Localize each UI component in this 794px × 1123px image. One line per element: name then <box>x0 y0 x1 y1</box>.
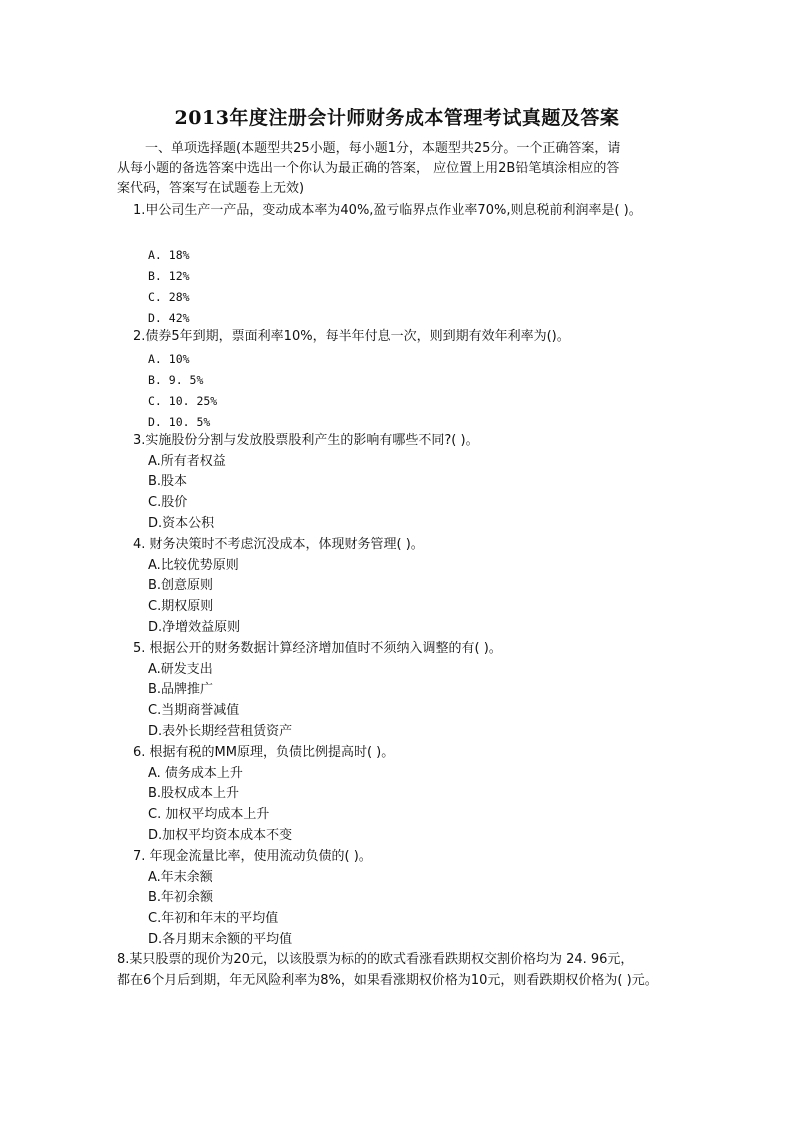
question-5-option-a: A.研发支出 <box>148 662 213 677</box>
question-3-option-c: C.股价 <box>148 495 188 510</box>
question-2-option-b: B. 9. 5% <box>148 373 204 387</box>
question-4-option-b: B.创意原则 <box>148 578 214 593</box>
question-2-option-d: D. 10. 5% <box>148 415 211 429</box>
question-6-option-b: B.股权成本上升 <box>148 786 240 801</box>
question-1-option-d: D. 42% <box>148 311 190 325</box>
question-7-option-a: A.年末余额 <box>148 870 213 885</box>
question-5-option-b: B.品牌推广 <box>148 682 214 697</box>
question-7-stem: 7. 年现金流量比率，使用流动负债的( )。 <box>133 849 372 864</box>
question-8-line-2: 都在6个月后到期，年无风险利率为8%，如果看涨期权价格为10元，则看跌期权价格为( )元。 <box>117 973 658 988</box>
question-6-stem: 6. 根据有税的MM原理，负债比例提高时( )。 <box>133 745 395 760</box>
question-1-option-b: B. 12% <box>148 269 190 283</box>
question-4-option-a: A.比较优势原则 <box>148 558 239 573</box>
question-7-option-d: D.各月期末余额的平均值 <box>148 932 293 947</box>
question-3-stem: 3.实施股份分割与发放股票股利产生的影响有哪些不同?( )。 <box>133 433 479 448</box>
question-3-option-b: B.股本 <box>148 474 188 489</box>
page-title: 2013年度注册会计师财务成本管理考试真题及答案 <box>174 107 620 129</box>
question-4-option-d: D.净增效益原则 <box>148 620 241 635</box>
question-6-option-c: C. 加权平均成本上升 <box>148 807 270 822</box>
question-4-stem: 4. 财务决策时不考虑沉没成本，体现财务管理( )。 <box>133 537 424 552</box>
question-3-option-d: D.资本公积 <box>148 516 215 531</box>
question-5-option-d: D.表外长期经营租赁资产 <box>148 724 293 739</box>
question-7-option-b: B.年初余额 <box>148 890 214 905</box>
question-2-option-a: A. 10% <box>148 352 190 366</box>
question-1-option-c: C. 28% <box>148 290 190 304</box>
question-6-option-a: A. 债务成本上升 <box>148 766 243 781</box>
question-1-stem: 1.甲公司生产一产品，变动成本率为40%,盈亏临界点作业率70%,则息税前利润率是( )。 <box>133 203 642 218</box>
intro-line-2: 从每小题的备选答案中选出一个你认为最正确的答案， 应位置上用2B铅笔填涂相应的答 <box>117 161 620 176</box>
question-2-option-c: C. 10. 25% <box>148 394 218 408</box>
question-4-option-c: C.期权原则 <box>148 599 214 614</box>
question-5-stem: 5. 根据公开的财务数据计算经济增加值时不须纳入调整的有( )。 <box>133 641 502 656</box>
intro-line-3: 案代码，答案写在试题卷上无效) <box>117 181 305 196</box>
question-6-option-d: D.加权平均资本成本不变 <box>148 828 293 843</box>
question-5-option-c: C.当期商誉减值 <box>148 703 240 718</box>
question-2-stem: 2.债券5年到期，票面利率10%，每半年付息一次，则到期有效年利率为()。 <box>133 329 570 344</box>
intro-line-1: 一、单项选择题(本题型共25小题，每小题1分，本题型共25分。一个正确答案，请 <box>145 141 621 156</box>
question-3-option-a: A.所有者权益 <box>148 454 226 469</box>
question-7-option-c: C.年初和年末的平均值 <box>148 911 279 926</box>
question-1-option-a: A. 18% <box>148 248 190 262</box>
question-8-line-1: 8.某只股票的现价为20元，以该股票为标的的欧式看涨看跌期权交割价格均为 24. 96元， <box>117 952 634 967</box>
